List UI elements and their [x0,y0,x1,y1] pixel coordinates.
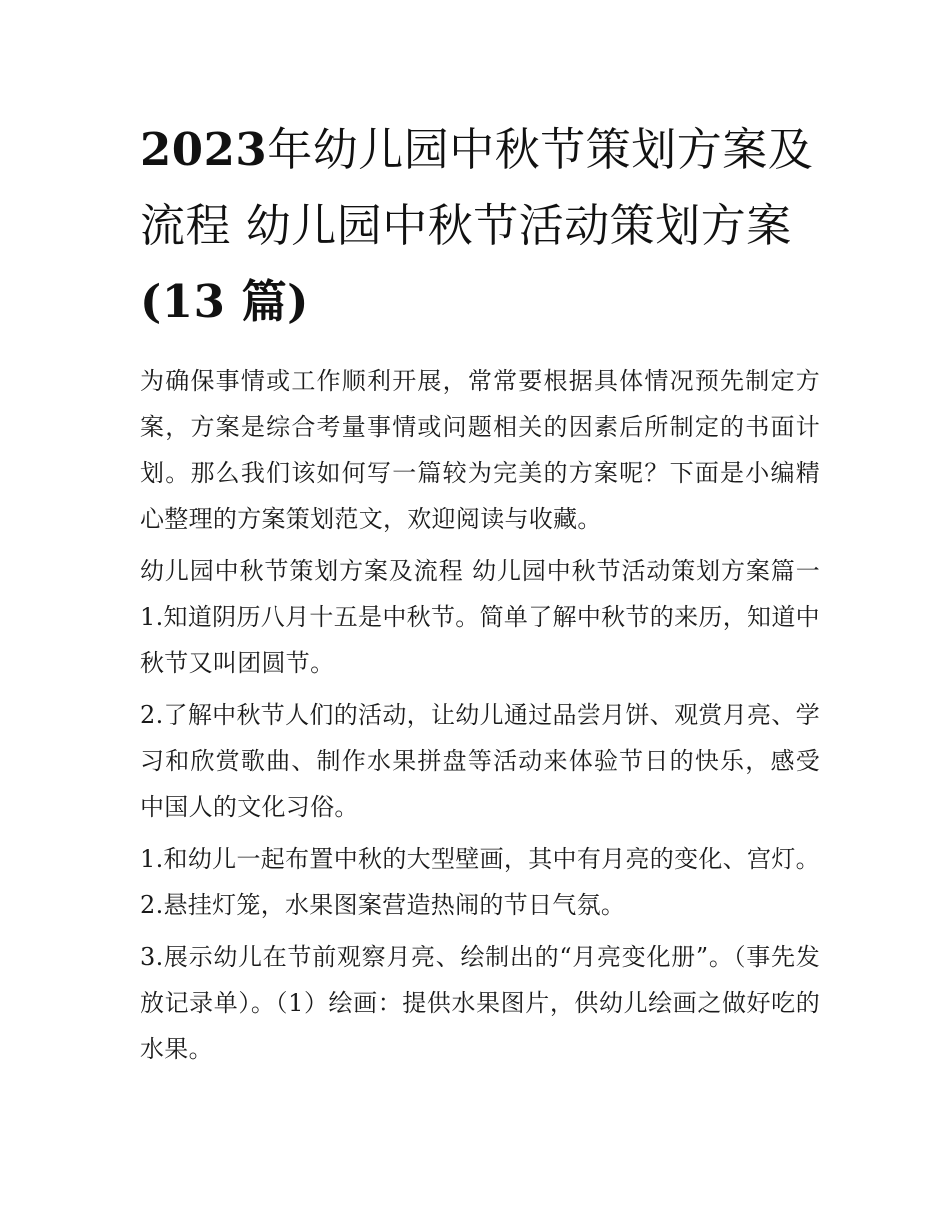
title-count-number: 13 [161,275,226,328]
paragraph-goal-two: 2.了解中秋节人们的活动，让幼儿通过品尝月饼、观赏月亮、学习和欣赏歌曲、制作水果拼盘等活动来体验节日的快乐，感受中国人的文化习俗。 [140,701,820,821]
title-text: 年幼儿园中秋节策划方案及流程 幼儿园中秋节活动策划方案 [140,123,814,252]
title-year: 2023 [140,123,268,176]
paragraph-section-one: 幼儿园中秋节策划方案及流程 幼儿园中秋节活动策划方案篇一 1.知道阴历八月十五是中秋节。简单了解中秋节的来历，知道中秋节又叫团圆节。 [140,557,820,677]
document-title [140,112,820,340]
paragraph-preparation: 1.和幼儿一起布置中秋的大型壁画，其中有月亮的变化、宫灯。 2.悬挂灯笼，水果图案营造热闹的节日气氛。 [140,845,820,919]
paragraph-intro: 为确保事情或工作顺利开展，常常要根据具体情况预先制定方案，方案是综合考量事情或问题相关的因素后所制定的书面计划。那么我们该如何写一篇较为完美的方案呢？下面是小编精心整理的方案策划范文，欢迎阅读与收藏。 [140,367,820,533]
paragraph-display: 3.展示幼儿在节前观察月亮、绘制出的“月亮变化册”。（事先发放记录单）。（1）绘画：提供水果图片，供幼儿绘画之做好吃的水果。 [140,943,820,1063]
title-count-open: ( [140,275,162,328]
title-count-close: 篇) [225,275,309,328]
document-body [140,358,820,1078]
